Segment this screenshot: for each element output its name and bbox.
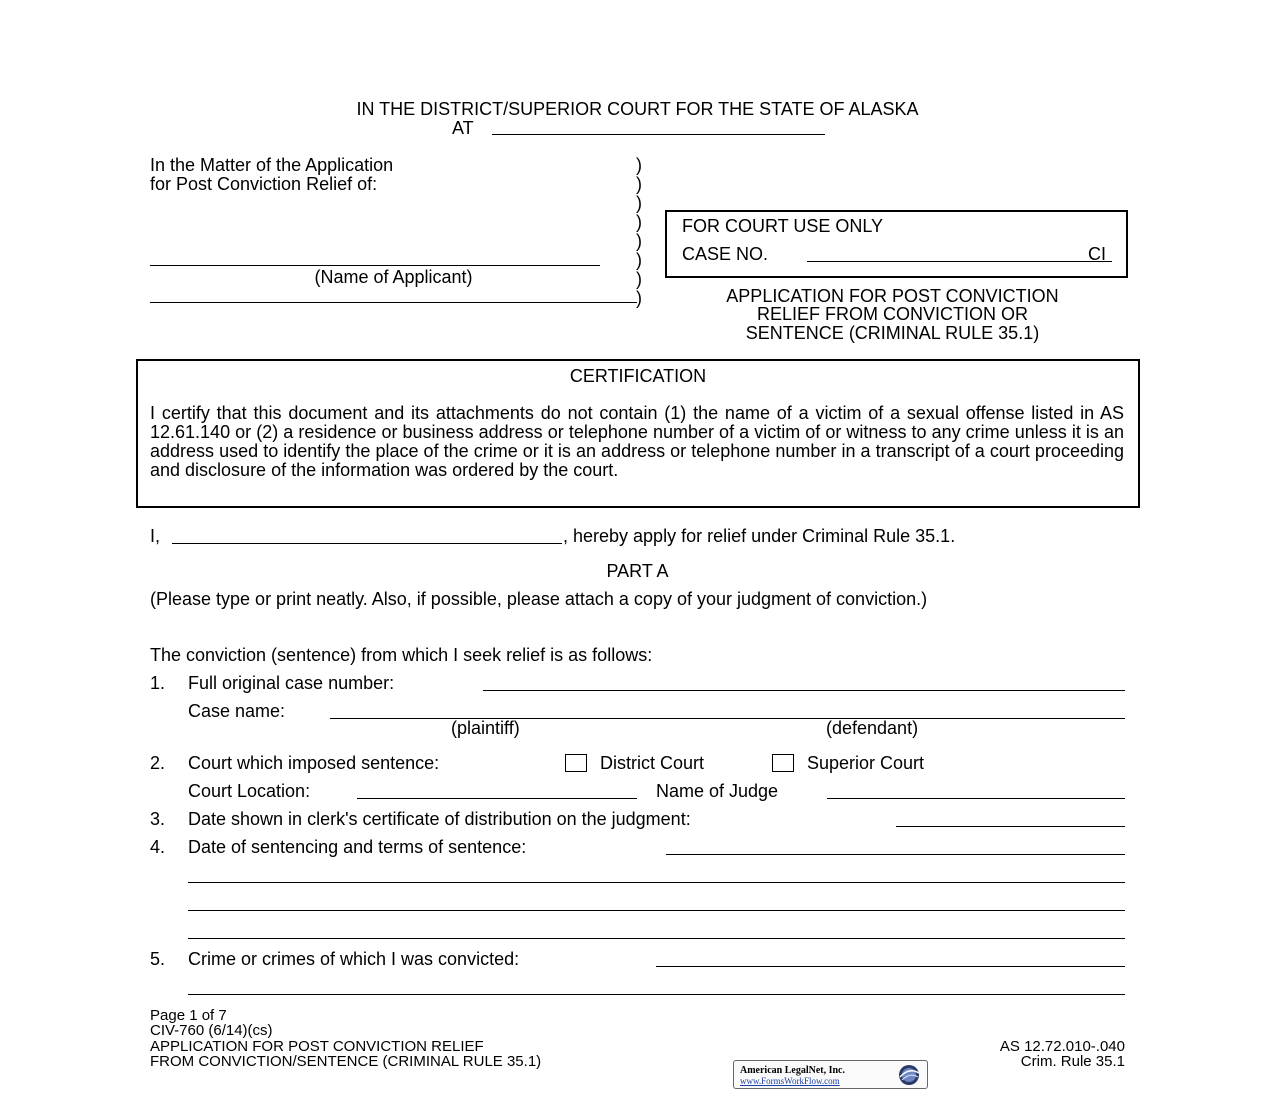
q5-label: Crime or crimes of which I was convicted: bbox=[188, 949, 520, 969]
judge-name-field[interactable] bbox=[827, 798, 1125, 799]
applicant-name-field[interactable] bbox=[150, 265, 600, 266]
caption-paren: ) bbox=[636, 193, 642, 213]
part-a-title: PART A bbox=[606, 561, 669, 581]
caption-paren: ) bbox=[636, 174, 642, 194]
judge-label: Name of Judge bbox=[656, 781, 779, 801]
court-location-label: Court Location: bbox=[188, 781, 311, 801]
logo-url[interactable]: www.FormsWorkFlow.com bbox=[740, 1076, 840, 1086]
q4-number: 4. bbox=[150, 837, 166, 857]
caption-paren: ) bbox=[636, 212, 642, 232]
district-court-label: District Court bbox=[600, 753, 705, 773]
footer-statute: AS 12.72.010-.040 bbox=[999, 1038, 1125, 1055]
court-location-field[interactable] bbox=[492, 134, 825, 135]
superior-court-checkbox[interactable] bbox=[772, 754, 794, 772]
q2-number: 2. bbox=[150, 753, 166, 773]
clerk-date-field[interactable] bbox=[896, 826, 1125, 827]
globe-icon bbox=[894, 1063, 924, 1087]
q1-number: 1. bbox=[150, 673, 166, 693]
case-name-field[interactable] bbox=[330, 718, 1125, 719]
logo-name: American LegalNet, Inc. bbox=[740, 1065, 845, 1076]
footer-title-line-1: APPLICATION FOR POST CONVICTION RELIEF bbox=[150, 1038, 484, 1055]
caption-paren: ) bbox=[636, 155, 642, 175]
q2-label: Court which imposed sentence: bbox=[188, 753, 440, 773]
certification-title: CERTIFICATION bbox=[569, 366, 707, 386]
case-number-field[interactable] bbox=[483, 690, 1125, 691]
defendant-label: (defendant) bbox=[826, 718, 919, 738]
doc-title-line-1: APPLICATION FOR POST CONVICTION bbox=[726, 286, 1059, 306]
footer-rule: Crim. Rule 35.1 bbox=[1020, 1053, 1125, 1070]
applicant-name-field-2[interactable] bbox=[150, 302, 637, 303]
court-use-title: FOR COURT USE ONLY bbox=[682, 216, 884, 236]
q3-label: Date shown in clerk's certificate of distribution on the judgment: bbox=[188, 809, 691, 829]
plaintiff-label: (plaintiff) bbox=[451, 718, 520, 738]
district-court-checkbox[interactable] bbox=[565, 754, 587, 772]
case-no-label: CASE NO. bbox=[682, 244, 769, 264]
part-a-instructions: (Please type or print neatly. Also, if possible, please attach a copy of your judgment of conviction.) bbox=[150, 589, 928, 609]
case-no-field[interactable] bbox=[807, 261, 1112, 262]
superior-court-label: Superior Court bbox=[807, 753, 925, 773]
doc-title-line-2: RELIEF FROM CONVICTION OR bbox=[756, 304, 1028, 324]
sentence-terms-field-3[interactable] bbox=[188, 910, 1125, 911]
caption-paren: ) bbox=[636, 269, 642, 289]
applicant-apply-field[interactable] bbox=[172, 543, 562, 544]
crimes-field-2[interactable] bbox=[188, 994, 1125, 995]
apply-prefix: I, bbox=[150, 526, 161, 546]
footer-title-line-2: FROM CONVICTION/SENTENCE (CRIMINAL RULE 35.1) bbox=[150, 1053, 542, 1070]
crimes-field[interactable] bbox=[656, 966, 1125, 967]
q3-number: 3. bbox=[150, 809, 166, 829]
matter-line-2: for Post Conviction Relief of: bbox=[150, 174, 378, 194]
case-name-label: Case name: bbox=[188, 701, 286, 721]
case-suffix: CI bbox=[1088, 244, 1106, 264]
part-a-intro: The conviction (sentence) from which I seek relief is as follows: bbox=[150, 645, 653, 665]
court-location-input[interactable] bbox=[357, 798, 637, 799]
footer-form-id: CIV-760 (6/14)(cs) bbox=[150, 1022, 273, 1039]
court-title: IN THE DISTRICT/SUPERIOR COURT FOR THE STATE OF ALASKA bbox=[356, 99, 919, 119]
caption-paren: ) bbox=[636, 288, 642, 308]
sentence-terms-field-2[interactable] bbox=[188, 882, 1125, 883]
q4-label: Date of sentencing and terms of sentence: bbox=[188, 837, 527, 857]
sentence-terms-field[interactable] bbox=[666, 854, 1125, 855]
q1-label: Full original case number: bbox=[188, 673, 395, 693]
name-of-applicant-label: (Name of Applicant) bbox=[314, 267, 473, 287]
footer-page: Page 1 of 7 bbox=[150, 1007, 227, 1024]
matter-line-1: In the Matter of the Application bbox=[150, 155, 394, 175]
at-label: AT bbox=[452, 118, 474, 138]
doc-title-line-3: SENTENCE (CRIMINAL RULE 35.1) bbox=[745, 323, 1040, 343]
apply-suffix: , hereby apply for relief under Criminal Rule 35.1. bbox=[563, 526, 956, 546]
caption-paren: ) bbox=[636, 231, 642, 251]
q5-number: 5. bbox=[150, 949, 166, 969]
american-legalnet-logo[interactable] bbox=[733, 1060, 928, 1089]
caption-paren: ) bbox=[636, 250, 642, 270]
sentence-terms-field-4[interactable] bbox=[188, 938, 1125, 939]
certification-text: I certify that this document and its attachments do not contain (1) the name of a victim of a sexual offense listed in AS 12.61.140 or (2) a residence or business address or telephone number of a victim of or witness to any crime unless it is an address used to identify the place of the crime or it is an address or telephone number in a transcript of a court proceeding and disclosure of the information was ordered by the court. bbox=[150, 403, 1124, 480]
